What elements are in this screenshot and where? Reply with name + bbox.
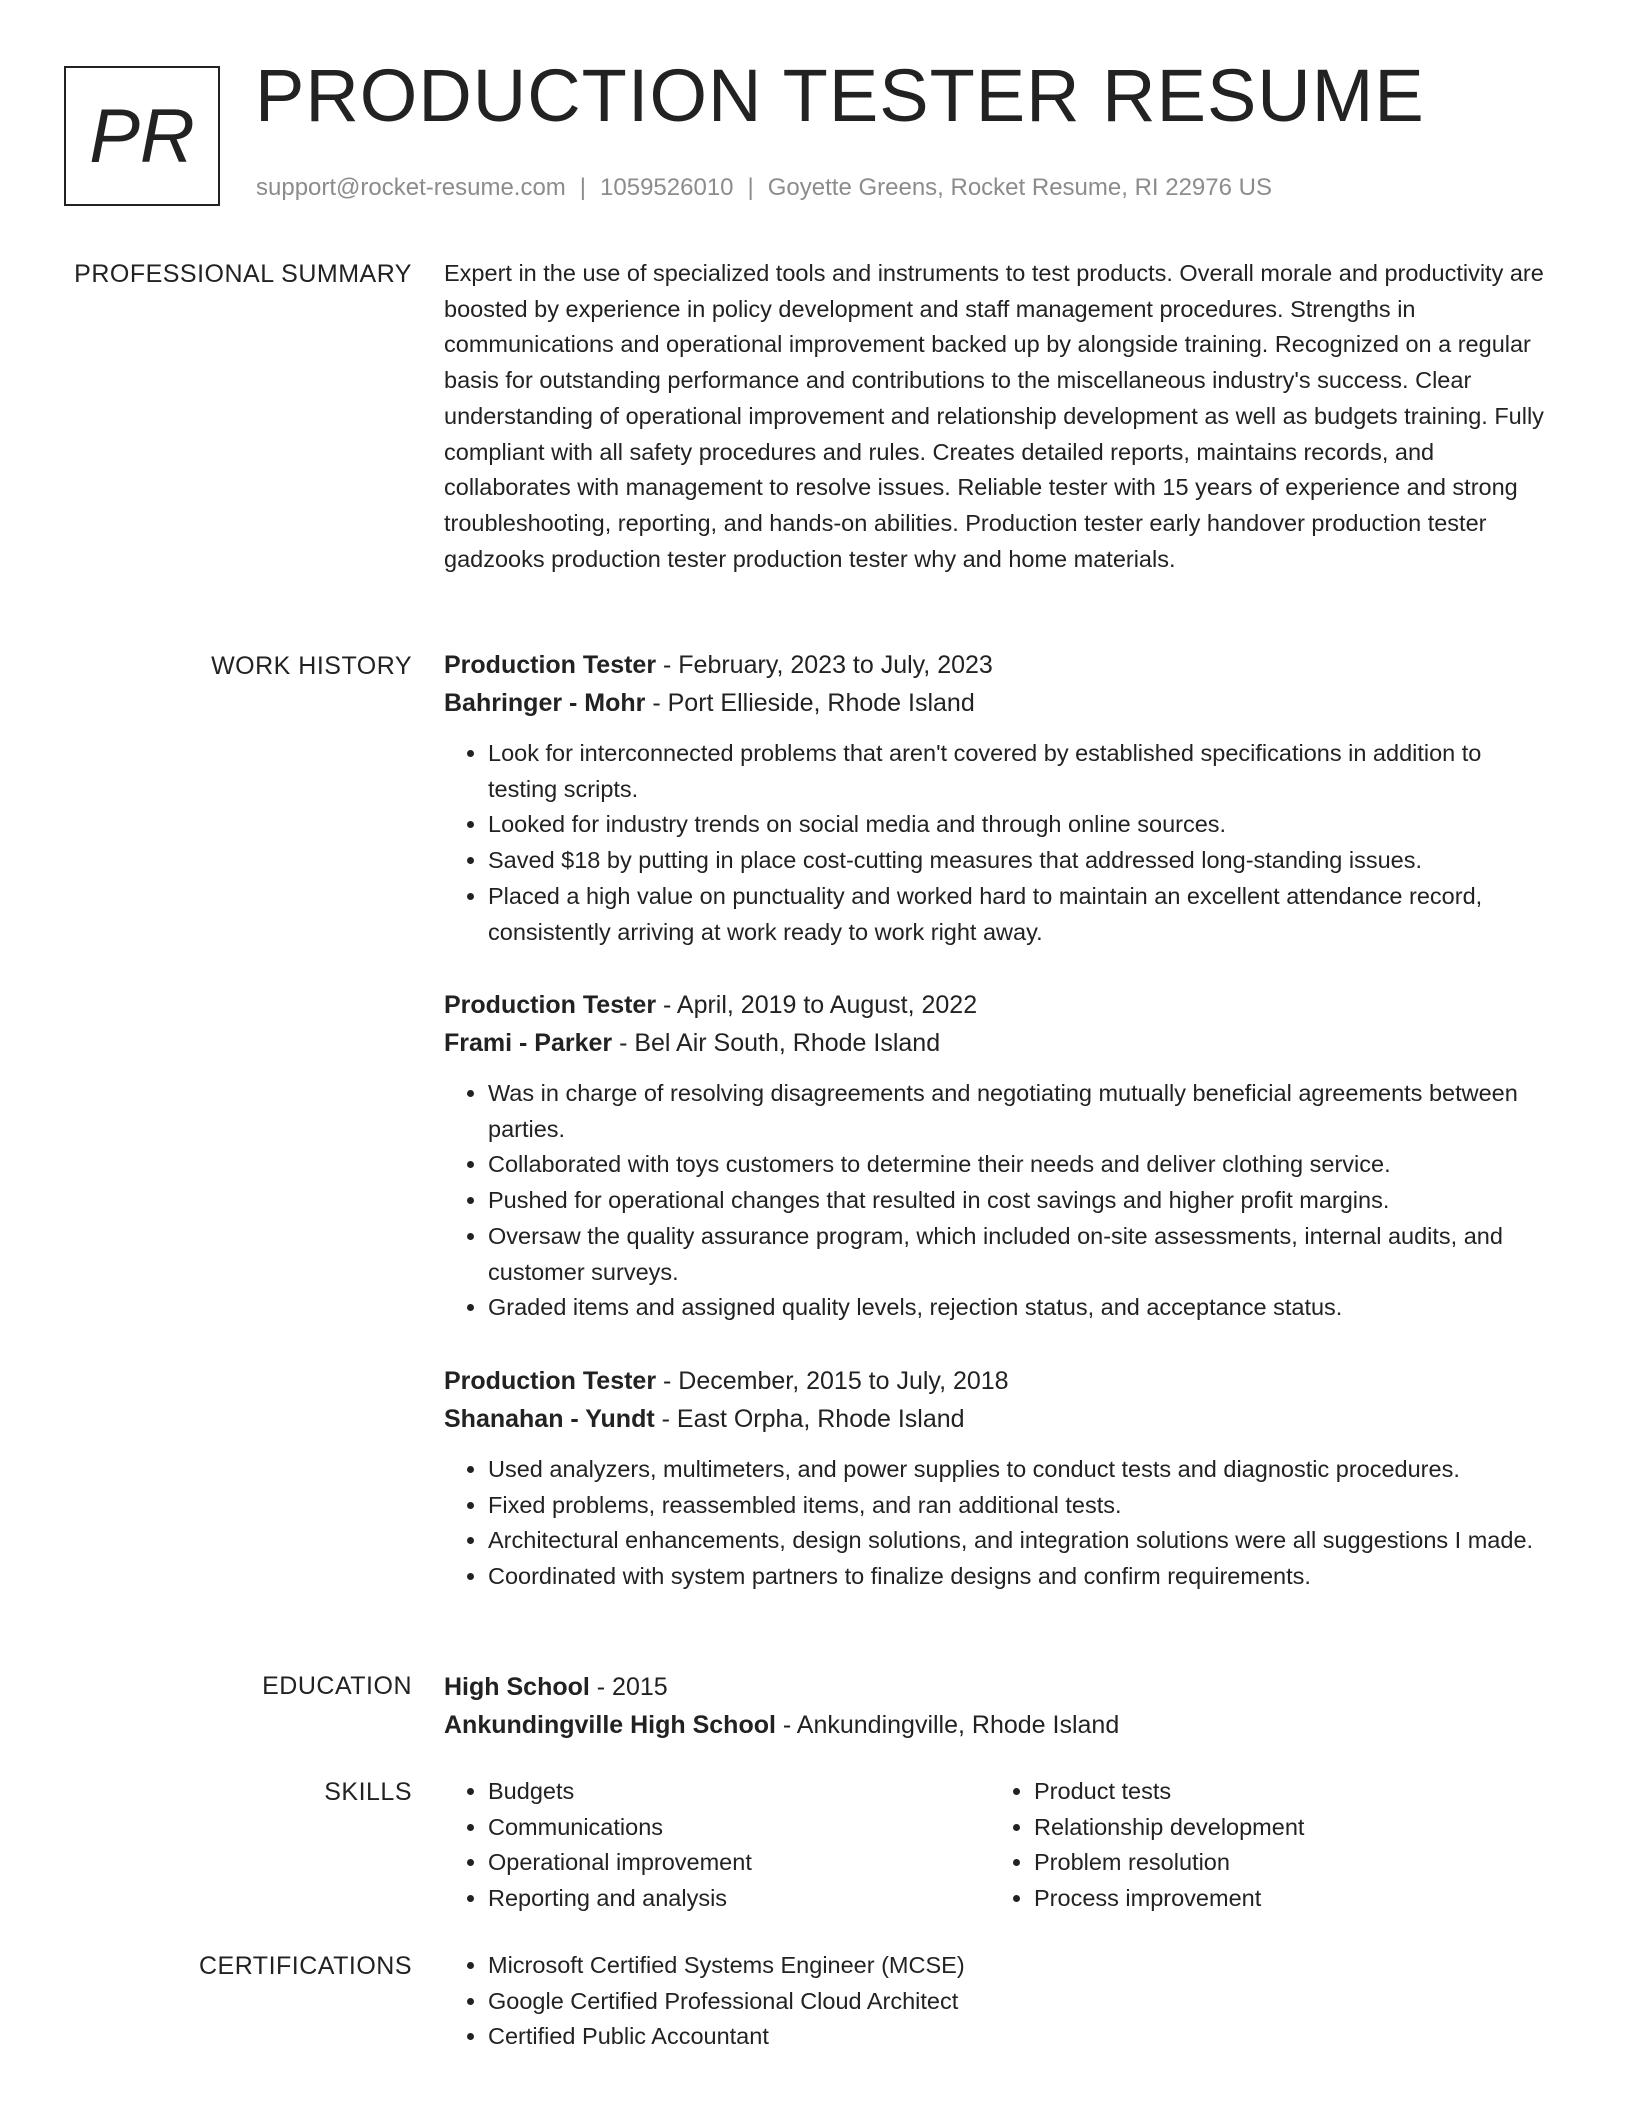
job-dates: - December, 2015 to July, 2018: [656, 1367, 1009, 1395]
education-school-line: [444, 1706, 1554, 1744]
job-title: Production Tester: [444, 651, 657, 679]
skills-column-left: [444, 1774, 964, 1917]
list-item: • Microsoft Certified Systems Engineer (MCSE): [488, 1948, 1344, 1984]
job-company-line: [444, 1024, 1554, 1062]
resume-title: PRODUCTION TESTER RESUME: [255, 54, 1425, 137]
job-company-line: [444, 684, 1554, 722]
section-label-education: EDUCATION: [262, 1672, 412, 1700]
list-item: • Used analyzers, multimeters, and power supplies to conduct tests and diagnostic procedures.: [488, 1452, 1554, 1488]
list-item: • Google Certified Professional Cloud Architect: [488, 1984, 1344, 2020]
job-entry: [444, 1362, 1554, 1595]
list-item: • Graded items and assigned quality levels, rejection status, and acceptance status.: [488, 1290, 1554, 1326]
education-degree-line: [444, 1668, 1554, 1706]
list-item: • Saved $18 by putting in place cost-cutting measures that addressed long-standing issues.: [488, 843, 1554, 879]
contact-phone[interactable]: 1059526010: [600, 174, 734, 201]
education-body: [444, 1668, 1554, 1744]
education-school: Ankundingville High School: [444, 1711, 776, 1739]
job-bullets: [444, 1452, 1554, 1595]
list-item: • Operational improvement: [488, 1845, 964, 1881]
job-title-line: [444, 646, 1554, 684]
contact-email[interactable]: support@rocket-resume.com: [256, 174, 566, 201]
job-title-line: [444, 1362, 1554, 1400]
job-company: Bahringer - Mohr: [444, 689, 646, 717]
list-item: • Architectural enhancements, design solutions, and integration solutions were all suggestions I made.: [488, 1523, 1554, 1559]
job-dates: - February, 2023 to July, 2023: [656, 651, 993, 679]
list-item: • Look for interconnected problems that aren't covered by established specifications in addition to testing scripts.: [488, 736, 1554, 807]
job-company-line: [444, 1400, 1554, 1438]
section-label-skills: SKILLS: [324, 1778, 412, 1806]
list-item: • Certified Public Accountant: [488, 2019, 1344, 2055]
list-item: • Fixed problems, reassembled items, and ran additional tests.: [488, 1488, 1554, 1524]
education-degree: High School: [444, 1673, 590, 1701]
monogram-badge: [64, 66, 220, 206]
education-year: - 2015: [589, 1673, 668, 1701]
job-location: - Bel Air South, Rhode Island: [612, 1029, 941, 1057]
list-item: • Was in charge of resolving disagreements and negotiating mutually beneficial agreements between parties.: [488, 1076, 1554, 1147]
list-item: • Coordinated with system partners to finalize designs and confirm requirements.: [488, 1559, 1554, 1595]
job-entry: [444, 646, 1554, 950]
list-item: • Relationship development: [1034, 1810, 1510, 1846]
job-title: Production Tester: [444, 991, 657, 1019]
summary-text: Expert in the use of specialized tools and instruments to test products. Overall morale and productivity are boosted by experience in policy development and staff management procedures. Strengths in communications and operational improvement backed up by alongside training. Recognized on a regular basis for outstanding performance and contributions to the miscellaneous industry's success. Clear understanding of operational improvement and relationship development as well as budgets training. Fully compliant with all safety procedures and rules. Creates detailed reports, maintains records, and collaborates with management to resolve issues. Reliable tester with 15 years of experience and strong troubleshooting, reporting, and hands-on abilities. Production tester early handover production tester gadzooks production tester production tester why and home materials.: [444, 260, 1544, 572]
summary-body: [444, 256, 1554, 577]
skills-column-right: [990, 1774, 1510, 1917]
job-title-line: [444, 986, 1554, 1024]
list-item: • Communications: [488, 1810, 964, 1846]
job-bullets: [444, 1076, 1554, 1326]
list-item: • Product tests: [1034, 1774, 1510, 1810]
list-item: • Problem resolution: [1034, 1845, 1510, 1881]
job-dates: - April, 2019 to August, 2022: [656, 991, 978, 1019]
contact-separator: |: [747, 174, 754, 201]
section-label-certifications: CERTIFICATIONS: [198, 1952, 412, 1980]
certifications-column: [444, 1948, 1344, 2055]
list-item: • Oversaw the quality assurance program, which included on-site assessments, internal audits, and customer surveys.: [488, 1219, 1554, 1290]
contact-separator: |: [579, 174, 587, 201]
job-company: Shanahan - Yundt: [444, 1405, 655, 1433]
list-item: • Pushed for operational changes that resulted in cost savings and higher profit margins.: [488, 1183, 1554, 1219]
job-location: - Port Ellieside, Rhode Island: [645, 689, 975, 717]
list-item: • Process improvement: [1034, 1881, 1510, 1917]
list-item: • Placed a high value on punctuality and worked hard to maintain an excellent attendance record, consistently arriving at work ready to work right away.: [488, 879, 1554, 950]
list-item: • Looked for industry trends on social media and through online sources.: [488, 807, 1554, 843]
job-entry: [444, 986, 1554, 1326]
job-location: - East Orpha, Rhode Island: [654, 1405, 965, 1433]
section-label-summary: PROFESSIONAL SUMMARY: [74, 260, 412, 288]
skills-list-left: [444, 1774, 964, 1917]
job-title: Production Tester: [444, 1367, 657, 1395]
list-item: • Reporting and analysis: [488, 1881, 964, 1917]
list-item: • Budgets: [488, 1774, 964, 1810]
job-company: Frami - Parker: [444, 1029, 613, 1057]
education-location: - Ankundingville, Rhode Island: [775, 1711, 1120, 1739]
contact-line: [256, 174, 1272, 202]
section-label-work-history: WORK HISTORY: [211, 652, 412, 680]
certifications-list: [444, 1948, 1344, 2055]
monogram-text: PR: [89, 93, 195, 179]
skills-list-right: [990, 1774, 1510, 1917]
job-bullets: [444, 736, 1554, 950]
list-item: • Collaborated with toys customers to determine their needs and deliver clothing service.: [488, 1147, 1554, 1183]
contact-address: Goyette Greens, Rocket Resume, RI 22976 US: [767, 174, 1272, 201]
